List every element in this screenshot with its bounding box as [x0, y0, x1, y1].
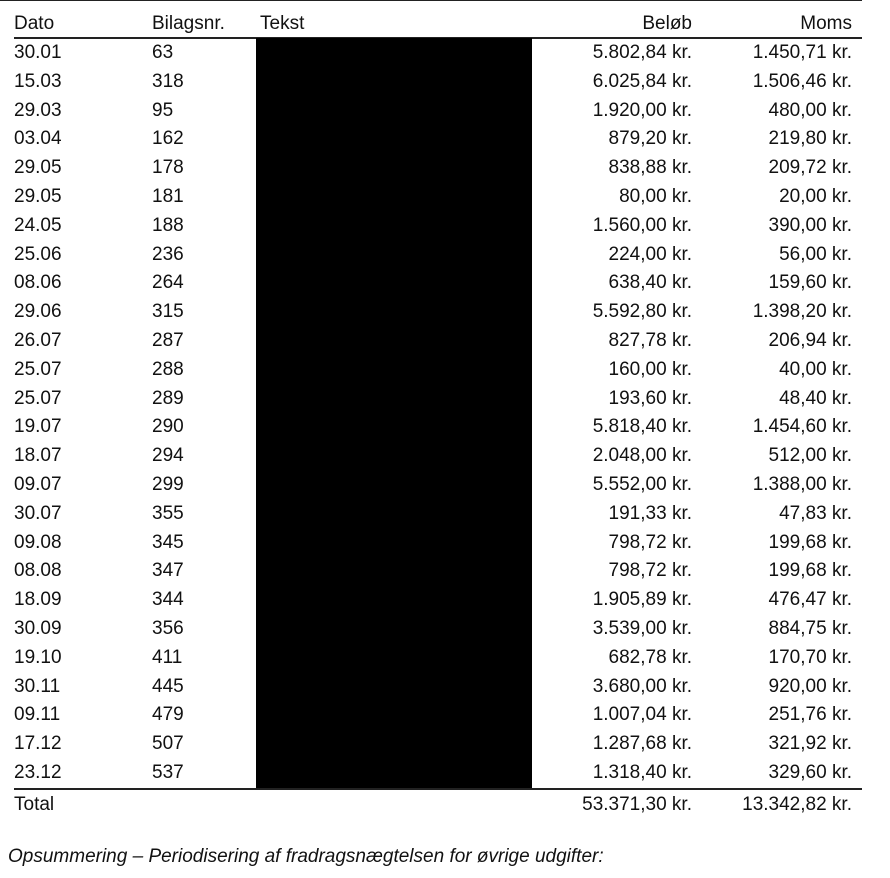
cell-belob: 638,40 kr.	[608, 272, 692, 294]
cell-moms: 476,47 kr.	[768, 589, 852, 611]
cell-belob: 798,72 kr.	[608, 560, 692, 582]
cell-moms: 920,00 kr.	[768, 675, 852, 697]
cell-bilagsnr: 315	[152, 301, 184, 323]
cell-belob: 191,33 kr.	[608, 502, 692, 524]
cell-bilagsnr: 287	[152, 329, 184, 351]
cell-moms: 159,60 kr.	[768, 272, 852, 294]
cell-moms: 1.506,46 kr.	[752, 70, 852, 92]
cell-bilagsnr: 63	[152, 42, 174, 63]
cell-bilagsnr: 318	[152, 70, 184, 92]
cell-belob: 224,00 kr.	[608, 243, 692, 265]
summary-heading: Opsummering – Periodisering af fradragsnægtelsen for øvrige udgifter:	[8, 846, 604, 867]
cell-bilagsnr: 347	[152, 560, 184, 582]
cell-belob: 798,72 kr.	[608, 531, 692, 553]
header-belob: Beløb	[642, 13, 692, 34]
cell-dato: 26.07	[14, 329, 62, 351]
cell-dato: 30.07	[14, 502, 62, 524]
cell-dato: 09.07	[14, 473, 62, 495]
cell-belob: 1.905,89 kr.	[592, 589, 692, 611]
cell-bilagsnr: 344	[152, 589, 184, 611]
cell-moms: 40,00 kr.	[779, 358, 852, 380]
cell-bilagsnr: 479	[152, 704, 184, 726]
cell-moms: 56,00 kr.	[779, 243, 852, 265]
cell-moms: 48,40 kr.	[779, 387, 852, 409]
cell-moms: 1.388,00 kr.	[752, 473, 852, 495]
cell-moms: 884,75 kr.	[768, 617, 852, 639]
cell-belob: 1.318,40 kr.	[592, 761, 692, 783]
cell-bilagsnr: 294	[152, 445, 184, 467]
cell-bilagsnr: 537	[152, 761, 184, 783]
cell-moms: 47,83 kr.	[779, 502, 852, 524]
cell-moms: 390,00 kr.	[768, 214, 852, 236]
cell-dato: 30.09	[14, 617, 62, 639]
table-total-row	[14, 788, 862, 820]
cell-moms: 251,76 kr.	[768, 704, 852, 726]
header-tekst: Tekst	[260, 13, 305, 34]
cell-bilagsnr: 178	[152, 157, 184, 179]
cell-dato: 18.09	[14, 589, 62, 611]
cell-moms: 329,60 kr.	[768, 761, 852, 783]
cell-moms: 170,70 kr.	[768, 646, 852, 668]
cell-bilagsnr: 288	[152, 358, 184, 380]
cell-dato: 09.11	[14, 704, 61, 726]
redaction-block	[256, 38, 532, 788]
cell-belob: 193,60 kr.	[608, 387, 692, 409]
cell-dato: 23.12	[14, 761, 62, 783]
cell-belob: 5.552,00 kr.	[592, 473, 692, 495]
cell-belob: 1.920,00 kr.	[592, 99, 692, 121]
cell-moms: 199,68 kr.	[768, 531, 852, 553]
cell-dato: 29.03	[14, 99, 62, 121]
total-label: Total	[14, 793, 55, 815]
cell-dato: 29.06	[14, 301, 62, 323]
cell-bilagsnr: 507	[152, 733, 184, 755]
cell-dato: 15.03	[14, 70, 62, 92]
cell-dato: 30.01	[14, 42, 62, 63]
cell-belob: 3.680,00 kr.	[592, 675, 692, 697]
cell-moms: 480,00 kr.	[768, 99, 852, 121]
cell-moms: 321,92 kr.	[768, 733, 852, 755]
cell-bilagsnr: 162	[152, 128, 184, 150]
cell-dato: 30.11	[14, 675, 61, 697]
cell-bilagsnr: 95	[152, 99, 174, 121]
header-bilagsnr: Bilagsnr.	[152, 13, 225, 34]
cell-dato: 09.08	[14, 531, 62, 553]
cell-bilagsnr: 290	[152, 416, 184, 438]
cell-moms: 1.454,60 kr.	[752, 416, 852, 438]
cell-belob: 160,00 kr.	[608, 358, 692, 380]
cell-bilagsnr: 411	[152, 646, 183, 668]
cell-bilagsnr: 188	[152, 214, 184, 236]
cell-moms: 1.450,71 kr.	[752, 42, 852, 63]
total-belob: 53.371,30 kr.	[582, 793, 692, 815]
cell-moms: 206,94 kr.	[768, 329, 852, 351]
cell-belob: 80,00 kr.	[619, 185, 692, 207]
cell-dato: 19.10	[14, 646, 62, 668]
header-moms: Moms	[800, 13, 852, 34]
cell-dato: 08.06	[14, 272, 62, 294]
cell-belob: 5.818,40 kr.	[592, 416, 692, 438]
cell-bilagsnr: 299	[152, 473, 184, 495]
cell-dato: 24.05	[14, 214, 62, 236]
cell-dato: 18.07	[14, 445, 62, 467]
top-border-line	[0, 0, 862, 1]
cell-belob: 1.007,04 kr.	[592, 704, 692, 726]
cell-moms: 219,80 kr.	[768, 128, 852, 150]
cell-moms: 199,68 kr.	[768, 560, 852, 582]
total-moms: 13.342,82 kr.	[742, 793, 852, 815]
cell-dato: 29.05	[14, 157, 62, 179]
cell-moms: 512,00 kr.	[768, 445, 852, 467]
cell-belob: 879,20 kr.	[608, 128, 692, 150]
cell-moms: 20,00 kr.	[779, 185, 852, 207]
cell-belob: 6.025,84 kr.	[592, 70, 692, 92]
cell-dato: 08.08	[14, 560, 62, 582]
cell-bilagsnr: 264	[152, 272, 184, 294]
cell-dato: 25.06	[14, 243, 62, 265]
cell-moms: 209,72 kr.	[768, 157, 852, 179]
table-header-row	[14, 10, 862, 39]
cell-bilagsnr: 181	[152, 185, 184, 207]
cell-bilagsnr: 356	[152, 617, 184, 639]
cell-belob: 2.048,00 kr.	[592, 445, 692, 467]
cell-dato: 03.04	[14, 128, 62, 150]
cell-belob: 5.592,80 kr.	[592, 301, 692, 323]
cell-dato: 19.07	[14, 416, 62, 438]
cell-belob: 1.560,00 kr.	[592, 214, 692, 236]
cell-dato: 25.07	[14, 358, 62, 380]
cell-moms: 1.398,20 kr.	[752, 301, 852, 323]
cell-belob: 682,78 kr.	[608, 646, 692, 668]
cell-belob: 5.802,84 kr.	[592, 42, 692, 63]
header-dato: Dato	[14, 13, 55, 34]
cell-belob: 3.539,00 kr.	[592, 617, 692, 639]
cell-dato: 29.05	[14, 185, 62, 207]
cell-bilagsnr: 236	[152, 243, 184, 265]
cell-belob: 1.287,68 kr.	[592, 733, 692, 755]
cell-belob: 838,88 kr.	[608, 157, 692, 179]
cell-bilagsnr: 289	[152, 387, 184, 409]
cell-bilagsnr: 345	[152, 531, 184, 553]
cell-bilagsnr: 355	[152, 502, 184, 524]
cell-dato: 25.07	[14, 387, 62, 409]
cell-belob: 827,78 kr.	[608, 329, 692, 351]
cell-dato: 17.12	[14, 733, 62, 755]
cell-bilagsnr: 445	[152, 675, 184, 697]
